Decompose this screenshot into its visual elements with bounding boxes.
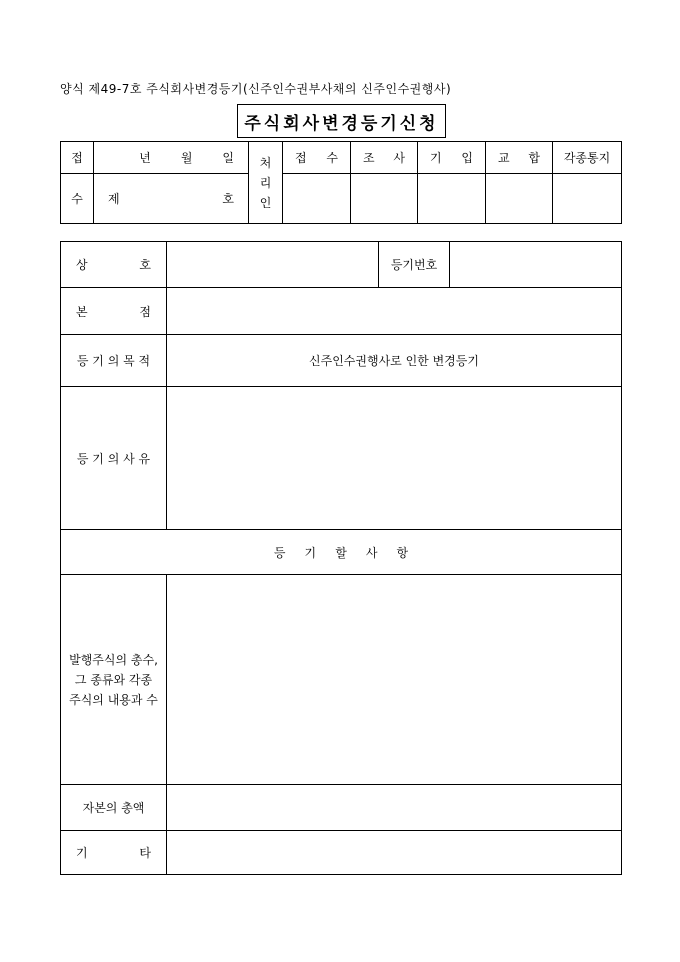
receipt-label-bottom: 수 xyxy=(61,174,94,224)
step-notify-header: 각종통지 xyxy=(553,142,622,174)
cause-field[interactable] xyxy=(167,387,622,530)
processing-char: 처 xyxy=(259,155,272,170)
form-number: 양식 제49-7호 주식회사변경등기(신주인수권부사채의 신주인수권행사) xyxy=(60,82,452,96)
shares-label-line: 주식의 내용과 수 xyxy=(69,692,158,707)
application-table xyxy=(60,241,622,875)
receipt-number[interactable] xyxy=(94,174,249,224)
no-suffix: 호 xyxy=(222,192,234,206)
step-entry-cell[interactable] xyxy=(418,174,486,224)
purpose-value: 신주인수권행사로 인한 변경등기 xyxy=(167,335,622,387)
trade-name-label: 상 호 xyxy=(61,242,167,288)
step-review-header: 조 사 xyxy=(351,142,418,174)
purpose-label: 등 기 의 목 적 xyxy=(61,335,167,387)
month-label: 월 xyxy=(180,151,193,165)
capital-label: 자본의 총액 xyxy=(61,785,167,831)
trade-name-field[interactable] xyxy=(167,242,379,288)
step-entry-header: 기 입 xyxy=(418,142,486,174)
receipt-label-top: 접 xyxy=(61,142,94,174)
registration-no-field[interactable] xyxy=(450,242,622,288)
no-prefix: 제 xyxy=(108,192,120,206)
processing-char: 인 xyxy=(259,195,272,210)
shares-label xyxy=(61,575,167,785)
year-label: 년 xyxy=(139,151,151,165)
step-review-cell[interactable] xyxy=(351,174,418,224)
head-office-label: 본 점 xyxy=(61,288,167,335)
shares-field[interactable] xyxy=(167,575,622,785)
registration-no-label: 등기번호 xyxy=(379,242,450,288)
step-receipt-cell[interactable] xyxy=(283,174,351,224)
head-office-field[interactable] xyxy=(167,288,622,335)
matters-heading: 등 기 할 사 항 xyxy=(61,530,622,575)
step-check-header: 교 합 xyxy=(486,142,553,174)
receipt-table xyxy=(60,141,622,224)
step-check-cell[interactable] xyxy=(486,174,553,224)
step-notify-cell[interactable] xyxy=(553,174,622,224)
day-label: 일 xyxy=(222,151,234,165)
other-field[interactable] xyxy=(167,831,622,875)
receipt-date[interactable] xyxy=(94,142,249,174)
other-label: 기 타 xyxy=(61,831,167,875)
shares-label-line: 그 종류와 각종 xyxy=(74,672,153,687)
step-receipt-header: 접 수 xyxy=(283,142,351,174)
processing-label xyxy=(249,142,283,224)
processing-char: 리 xyxy=(259,175,272,190)
capital-field[interactable] xyxy=(167,785,622,831)
shares-label-line: 발행주식의 총수, xyxy=(69,652,158,667)
cause-label: 등 기 의 사 유 xyxy=(61,387,167,530)
page-title: 주식회사변경등기신청 xyxy=(237,104,446,138)
